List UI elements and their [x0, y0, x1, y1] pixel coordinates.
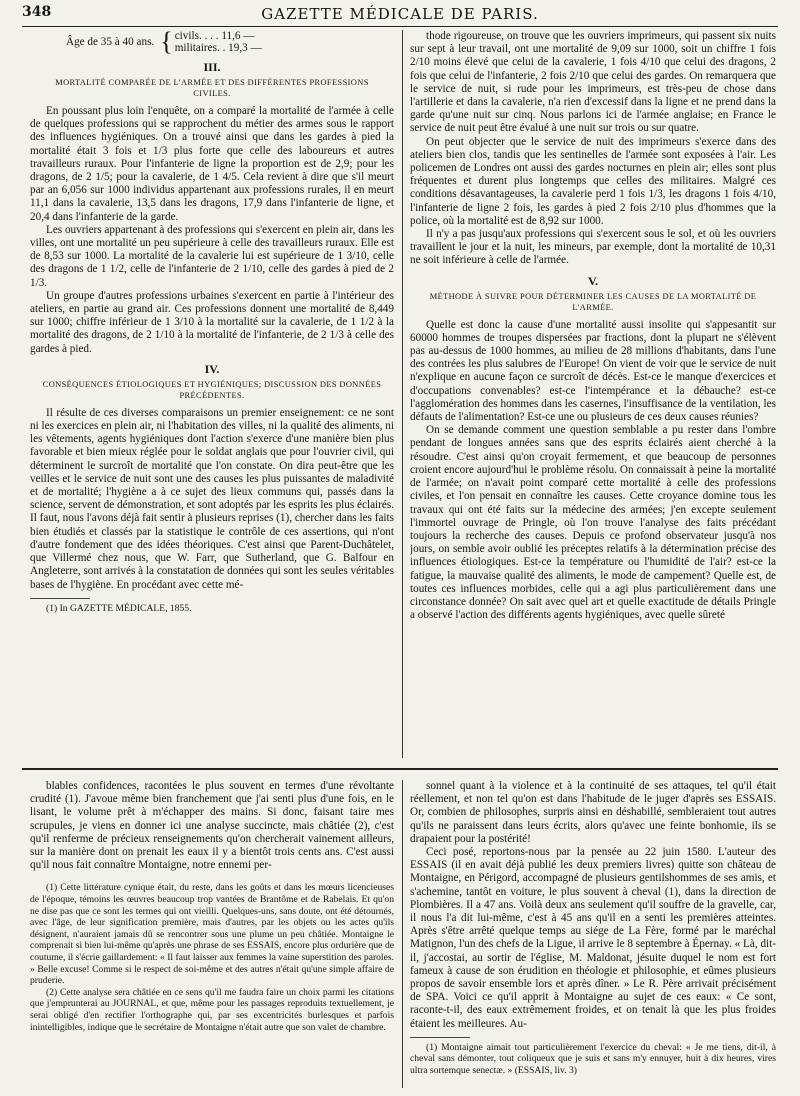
column-right-top — [410, 30, 776, 758]
page-header — [22, 4, 778, 26]
paragraph: On peut objecter que le service de nuit des imprimeurs s'exerce dans des ateliers bien clos, tandis que les sentinelles de l'armée sont exposées à l'air. Les policemen de Londres ont aussi des gardes nocturnes en plein air; elles sont plus fréquentes et durent plus longtemps que celles des militaires. Malgré ces conditions désavantageuses, la cavalerie perd 1 fois 1/3, les dragons 1 fois 4/10, l'infanterie de ligne 2 fois, les gardes à pied 2 fois 2/10 plus d'hommes que la police, où la mortalité est de 8,92 sur 1000. — [410, 135, 776, 227]
paragraph: Il n'y a pas jusqu'aux professions qui s'exercent sous le sol, et où les ouvriers travaillent le jour et la nuit, les mineurs, par exemple, dont la mortalité de 10,31 ne soit inférieure à celle de l'armée. — [410, 228, 776, 267]
footnote: (1) Montaigne aimait tout particulièrement l'exercice du cheval: « Je me tiens, dit-il, à cheval sans démonter, tout coliqueux que je suis et sans m'y ennuyer, huit à dix heures, vires ultra sortemque senectæ. » (ESSAIS, liv. 3) — [410, 1041, 776, 1077]
age-label: Âge de 35 à 40 ans. — [66, 36, 155, 48]
paragraph: sonnel quant à la violence et à la continuité de ses attaques, tel qu'il était réellement, et non tel qu'on est dans l'habitude de le juger d'après ses ESSAIS. Or, combien de philosophes, surpris ainsi en déshabillé, sembleraient tout autres qu'ils ne paraissent dans leurs écrits, alors qu'avec une feinte bonhomie, ils se drapaient pour la postérité! — [410, 780, 776, 845]
paragraph: Ceci posé, reportons-nous par la pensée au 22 juin 1580. L'auteur des ESSAIS (il en avait déjà publié les deux premiers livres) quitte son château de Montaigne, en Périgord, accompagné de plusieurs gentilshommes de ses amis, et s'achemine, tantôt en voiture, le plus souvent à cheval (1), dans la direction de Plombières. Il a 47 ans. Voilà deux ans seulement qu'il souffre de la gravelle, car, il nous l'a dit lui-même, c'est à 45 ans qu'il en a senti les premières atteintes. Après s'être arrêté quelque temps au siége de La Fère, formé par le maréchal Matignon, l'un des chefs de la Ligue, il arrive le 8 septembre à Épernay. « Là, dit-il, j'accostai, au sortir de l'église, M. Maldonat, jésuite duquel le nom est fort fameux à cause de son érudition en théologie et philosophie, et eûmes plusieurs propos de savoir ensemble lors et après dîner. » Le R. Père arrivait précisément de SPA. Voici ce qu'il apprit à Montaigne au sujet de ces eaux: « Ce sont, raconte-t-il, des eaux extrêmement froides, et on tenait là que les plus froides étaient les meilleures. Au- — [410, 846, 776, 1030]
column-right-bottom — [410, 780, 776, 1090]
section-3-number: III. — [203, 60, 221, 74]
footnote-rule — [410, 1037, 470, 1038]
column-left-top — [30, 30, 394, 758]
age-civils: civils. . . . 11,6 — — [174, 30, 255, 42]
paragraph: Il résulte de ces diverses comparaisons un premier enseignement: ce ne sont ni les exercices en plein air, ni l'habitation des villes, ni la qualité des aliments, ni les vêtements, agents hygiéniques dont l'action s'exerce d'une manière bien plus favorable et bien mieux réglée pour le soldat anglais que pour l'ouvrier civil, qui déterminent le surcroît de mortalité que l'on constate. On dira peut-être que les veilles et le service de nuit sont une des causes les plus puissantes de maladivité et de mortalité; l'hygiène a à ce sujet des lieux communs qui, passés dans la science, servent de démonstration, et sont adoptés par les esprits les plus éclairés. Il faut, nous l'avons déjà fait sentir à plusieurs reprises (1), chercher dans les faits bien étudiés et classés par la statistique le contrôle de ces assertions, qui n'ont d'autre fondement que des idées théoriques. C'est ainsi que Parent-Duchâtelet, que Villermé chez nous, que W. Farr, que Sutherland, que G. Balfour en Angleterre, sont arrivés à la constatation de données qui sont les seules véritables bases de l'hygiène. En procédant avec cette mé- — [30, 406, 394, 591]
header-rule — [22, 26, 778, 27]
column-divider-bottom — [402, 780, 403, 1088]
footnote-rule — [30, 598, 90, 599]
section-5-number: V. — [587, 273, 599, 288]
page-number: 348 — [22, 4, 52, 20]
footnote: (1) In GAZETTE MÉDICALE, 1855. — [46, 602, 192, 614]
paragraph: Les ouvriers appartenant à des professions qui s'exercent en plein air, dans les villes, ont une mortalité un peu supérieure à celle des travailleurs ruraux. Elle est de 8,53 sur 1000. La mortalité de la cavalerie lui est supérieure de 1 3/10, celle des dragons de 1 1/2, celle de l'infanterie de 2 1/10, celle des gardes à pied de 2 1/3. — [30, 223, 394, 289]
paragraph: Quelle est donc la cause d'une mortalité aussi insolite qui s'appesantit sur 60000 hommes de troupes dispersées par fractions, dont la plupart ne s'élèvent pas au-dessus de 1000 hommes, au milieu de 28 millions d'habitants, dans l'une des contrées les plus salubres de l'Europe! On vient de voir que le service de nuit n'explique en aucune façon ce surcroît de décès. Est-ce le manque d'exercices et d'occupations convenables? est-ce l'intempérance et la débauche? est-ce l'agglomération des hommes dans les casernes, l'insuffisance de la ventilation, les défauts de l'alimentation? Est-ce une ou plusieurs de ces deux causes réunies? — [410, 318, 776, 424]
section-5-title: MÉTHODE À SUIVRE POUR DÉTERMINER LES CAUSES DE LA MORTALITÉ DE L'ARMÉE. — [429, 291, 757, 312]
paragraph: En poussant plus loin l'enquête, on a comparé la mortalité de l'armée à celle de quelques professions qui se rapprochent du métier des armes sous le rapport des influences hygiéniques. On a trouvé ainsi que dans les gardes à pied la mortalité était 3 fois et 1/3 plus forte que celle des laboureurs et autres travailleurs ruraux. Pour l'infanterie de ligne la proportion est de 2,9; pour les dragons, de 2 1/5; pour la cavalerie, de 1 4/5. Cela revient à dire que s'il meurt par an 6,056 sur 1000 individus appartenant aux professions rurales, il en meurt 11,1 dans la cavalerie, 13,5 dans les dragons, 17,9 dans l'infanterie de ligne, et 20,4 dans l'infanterie de la garde. — [30, 105, 394, 223]
age-militaires: militaires. . 19,3 — — [174, 42, 262, 54]
feuilleton-rule — [22, 768, 778, 770]
paragraph: Un groupe d'autres professions urbaines s'exercent en partie à l'intérieur des ateliers, en partie au grand air. Ces professions donnent une mortalité de 8,449 sur 1000; chiffre inférieur de 1 3/10 à la mortalité sur la cavalerie, de 1 1/2 à la mortalité des dragons, de 2 1/10 à la mortalité de l'infanterie, de 2 1/3 à celle des gardes à pied. — [30, 289, 394, 355]
column-left-bottom — [30, 780, 394, 1090]
column-divider — [402, 30, 403, 758]
section-4-title: CONSÉQUENCES ÉTIOLOGIQUES ET HYGIÉNIQUES; DISCUSSION DES DONNÉES PRÉCÉDENTES. — [42, 379, 382, 400]
journal-title: GAZETTE MÉDICALE DE PARIS. — [261, 5, 539, 23]
section-4-number: IV. — [204, 361, 220, 376]
paragraph: thode rigoureuse, on trouve que les ouvriers imprimeurs, qui passent six nuits sur sept à leur travail, ont une mortalité de 9,09 sur 1000, soit un chiffre 1 fois 2/10 moins élevé que celui de la cavalerie, 1 fois 4/10 que celui des dragons, 2 fois que celui de l'infanterie, 2 fois 2/10 que celui des gardes. On remarquera que le service de nuit, si rude pour les imprimeurs, est très-peu de chose dans l'artillerie et dans la cavalerie, n'a rien d'excessif dans la ligne et ne prend dans la garde qu'une nuit sur cinq. Nous parlons ici de l'armée anglaise; en France le service de nuit peut être évalué à une nuit sur trois ou sur quatre. — [410, 30, 776, 135]
age-table — [66, 30, 394, 54]
brace-icon: { — [160, 30, 173, 56]
section-3-title: MORTALITÉ COMPARÉE DE L'ARMÉE ET DES DIFFÉRENTES PROFESSIONS CIVILES. — [55, 78, 369, 98]
paragraph: blables confidences, racontées le plus souvent en termes d'une révoltante crudité (1). J'avoue même bien franchement que j'ai senti plus d'une fois, en le lisant, le volume prêt à m'échapper des mains. Si donc, faisant taire mes scrupules, je viens en donner ici une analyse succincte, mais châtiée (2), c'est qu'il renferme de précieux renseignements qu'on chercherait vainement ailleurs, sur la manière dont on prenait les eaux il y a bientôt trois cents ans. C'est aussi qu'il nous fait connaître Montaigne, notre ennemi per- — [30, 780, 394, 872]
footnote: (2) Cette analyse sera châtiée en ce sens qu'il me faudra faire un choix parmi les citations que j'emprunterai au JOURNAL, et que, même pour les passages reproduits textuellement, je serai obligé d'en rectifier l'orthographe qui, par ses excentricités burlesques et parfois inintelligibles, indique que le secrétaire de Montaigne n'était autre que son valet de chambre. — [30, 986, 394, 1033]
footnote: (1) Cette littérature cynique était, du reste, dans les goûts et dans les mœurs licencieuses de l'époque, témoins les œuvres beaucoup trop vantées de Brantôme et de Rabelais. Et qu'on ne dise pas que ce sont les termes qui ont vieilli. Quelques-uns, sans doute, ont été détournés, avec l'âge, de leur signification première, mais d'autres, par les objets ou les actes qu'ils désignent, n'auraient jamais dû se rencontrer sous une plume un peu châtiée. Montaigne le comprenait si bien lui-même qu'après une phrase de ses ESSAIS, encore plus ordurière que de coutume, il s'écrie gaillardement: « Il faut laisser aux femmes la vaine superstition des paroles. » Belle excuse! Comme si le respect de soi-même et des autres n'était qu'une simple affaire de pruderie. — [30, 882, 394, 987]
paragraph: On se demande comment une question semblable a pu rester dans l'ombre pendant de longues années sans que des esprits éclairés aient cherché à la résoudre. C'est ainsi qu'on croyait fermement, et que beaucoup de personnes croient encore aujourd'hui le problème résolu. On connaissait à peine la mortalité de l'armée; on n'avait point comparé cette mortalité à celle des professions civiles, et l'on pensait en connaître les causes. Cette croyance domine tous les travaux qui ont été faits sur la médecine des armées; j'en excepte seulement l'immortel ouvrage de Pringle, où l'on trouve l'analyse des faits précédant toujours la recherche des causes. Depuis ce profond observateur jusqu'à nos jours, on semble avoir oublié les préceptes relatifs à la détermination précise des influences étiologiques. Est-ce la température ou l'humidité de l'air? est-ce la fatigue, la mauvaise qualité des aliments, le mode de campement? Quelle est, de toutes ces influences morbides, celle qui a agi plus particulièrement dans une circonstance donnée? On sait avec quel art et quelle exactitude de détails Pringle a observé l'action des différents agents hygiéniques, avec quelle sûreté — [410, 424, 776, 622]
